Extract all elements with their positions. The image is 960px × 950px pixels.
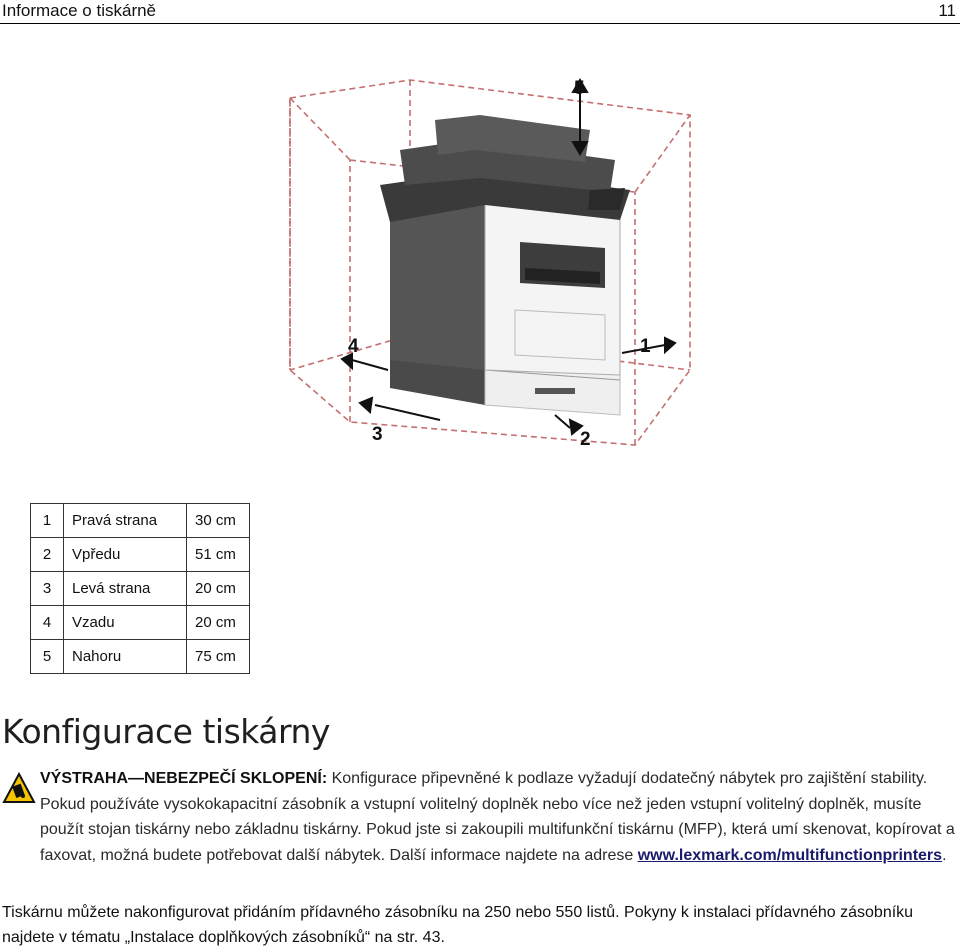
page-header: [0, 0, 960, 24]
row-distance: 51 cm: [187, 538, 250, 572]
callout-1: 1: [640, 336, 651, 357]
header-title: Informace o tiskárně: [2, 1, 157, 20]
row-distance: 30 cm: [187, 504, 250, 538]
table-row: [31, 606, 250, 640]
configuration-paragraph: Tiskárnu můžete nakonfigurovat přidáním přídavného zásobníku na 250 nebo 550 listů. Pokyny k instalaci přídavného zásobníku najdete v tématu „Instalace doplňkových zásobníků“ na str. 43.: [2, 904, 914, 946]
warning-text: Konfigurace připevněné k podlaze vyžadují dodatečný nábytek pro zajištění stability. Pokud používáte vysokokapacitní zásobník a vstupní volitelný doplněk nebo více než jeden vstupní volitelný doplněk, musíte použít stojan tiskárny nebo základnu tiskárny. Pokud jste si zakoupili multifunkční tiskárnu (MFP), která umí skenovat, kopírovat a faxovat, možná budete potřebovat další nábytek. Další informace najdete na adrese: [40, 770, 955, 864]
row-distance: 20 cm: [187, 606, 250, 640]
row-number: 2: [31, 538, 64, 572]
row-side: Pravá strana: [64, 504, 187, 538]
table-row: [31, 640, 250, 674]
row-number: 3: [31, 572, 64, 606]
row-number: 5: [31, 640, 64, 674]
row-side: Nahoru: [64, 640, 187, 674]
row-side: Vzadu: [64, 606, 187, 640]
lexmark-mfp-link[interactable]: www.lexmark.com/multifunctionprinters: [637, 846, 943, 864]
row-number: 1: [31, 504, 64, 538]
callout-2: 2: [580, 429, 591, 450]
table-row: [31, 572, 250, 606]
warning-label: VÝSTRAHA—NEBEZPEČÍ SKLOPENÍ:: [40, 770, 328, 787]
section-title: Konfigurace tiskárny: [2, 712, 330, 751]
warning-tip-over-icon: [2, 772, 36, 804]
table-row: [31, 504, 250, 538]
clearance-table: [30, 503, 250, 674]
warning-end: .: [942, 846, 947, 864]
callout-4: 4: [348, 336, 359, 357]
page-number: 11: [938, 1, 956, 20]
row-number: 4: [31, 606, 64, 640]
row-distance: 75 cm: [187, 640, 250, 674]
printer-illustration: [380, 115, 630, 415]
row-side: Levá strana: [64, 572, 187, 606]
row-distance: 20 cm: [187, 572, 250, 606]
table-row: [31, 538, 250, 572]
printer-clearance-figure: [270, 70, 710, 465]
callout-5: 5: [574, 78, 585, 99]
callout-3: 3: [372, 424, 383, 445]
row-side: Vpředu: [64, 538, 187, 572]
tip-over-warning: [40, 766, 955, 868]
